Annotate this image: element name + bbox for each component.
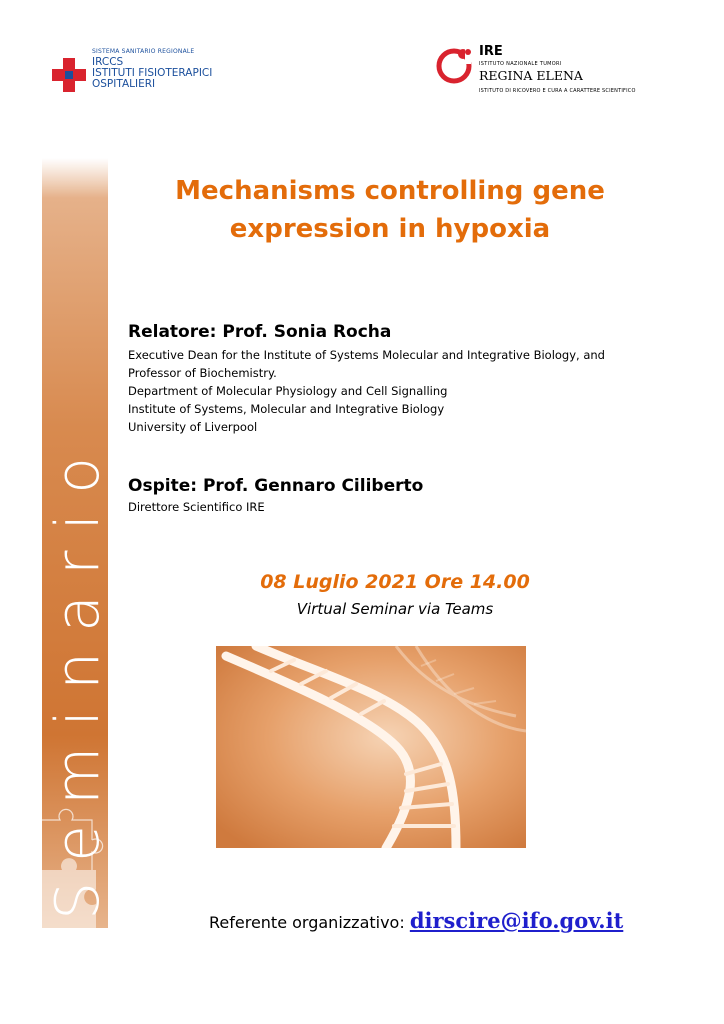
red-cross-icon bbox=[52, 58, 86, 92]
ifo-logo-line-2: ISTITUTI FISIOTERAPICI bbox=[92, 67, 213, 79]
speaker-info-line: Executive Dean for the Institute of Systems Molecular and Integrative Biology, and bbox=[128, 348, 605, 362]
speaker-info-line: Department of Molecular Physiology and Cell Signalling bbox=[128, 384, 448, 398]
seminar-title bbox=[150, 172, 630, 248]
host-info-line: Direttore Scientifico IRE bbox=[128, 500, 265, 514]
speaker-info-line: Institute of Systems, Molecular and Integrative Biology bbox=[128, 402, 445, 416]
ire-subtitle: ISTITUTO DI RICOVERO E CURA A CARATTERE SCIENTIFICO bbox=[479, 88, 636, 94]
host-heading: Ospite: Prof. Gennaro Ciliberto bbox=[128, 476, 424, 496]
speaker-heading: Relatore: Prof. Sonia Rocha bbox=[128, 322, 392, 342]
dna-helix-image bbox=[216, 646, 526, 848]
seminario-vertical-text: Seminario bbox=[43, 437, 113, 920]
speaker-info-line: Professor of Biochemistry. bbox=[128, 366, 277, 380]
ire-name: REGINA ELENA bbox=[479, 68, 583, 83]
event-date: 08 Luglio 2021 Ore 14.00 bbox=[260, 571, 530, 593]
ire-acronym: IRE bbox=[479, 44, 503, 59]
ifo-logo bbox=[52, 46, 252, 96]
seminar-title-line-1: Mechanisms controlling gene bbox=[175, 176, 605, 206]
ire-small-text: ISTITUTO NAZIONALE TUMORI bbox=[479, 61, 562, 67]
speaker-info-line: University of Liverpool bbox=[128, 420, 258, 434]
contact-email-link[interactable]: dirscire@ifo.gov.it bbox=[409, 908, 624, 933]
footer-contact bbox=[209, 908, 623, 933]
contact-label: Referente organizzativo: bbox=[209, 913, 405, 932]
event-venue: Virtual Seminar via Teams bbox=[296, 600, 494, 618]
ire-heart-icon bbox=[435, 46, 473, 84]
band-top-fade bbox=[42, 158, 108, 198]
ifo-logo-line-3: OSPITALIERI bbox=[92, 78, 156, 90]
ifo-logo-small-text: SISTEMA SANITARIO REGIONALE bbox=[92, 48, 195, 55]
ifo-logo-line-1: IRCCS bbox=[92, 56, 124, 68]
ire-logo bbox=[435, 42, 665, 102]
seminar-title-line-2: expression in hypoxia bbox=[229, 214, 551, 244]
